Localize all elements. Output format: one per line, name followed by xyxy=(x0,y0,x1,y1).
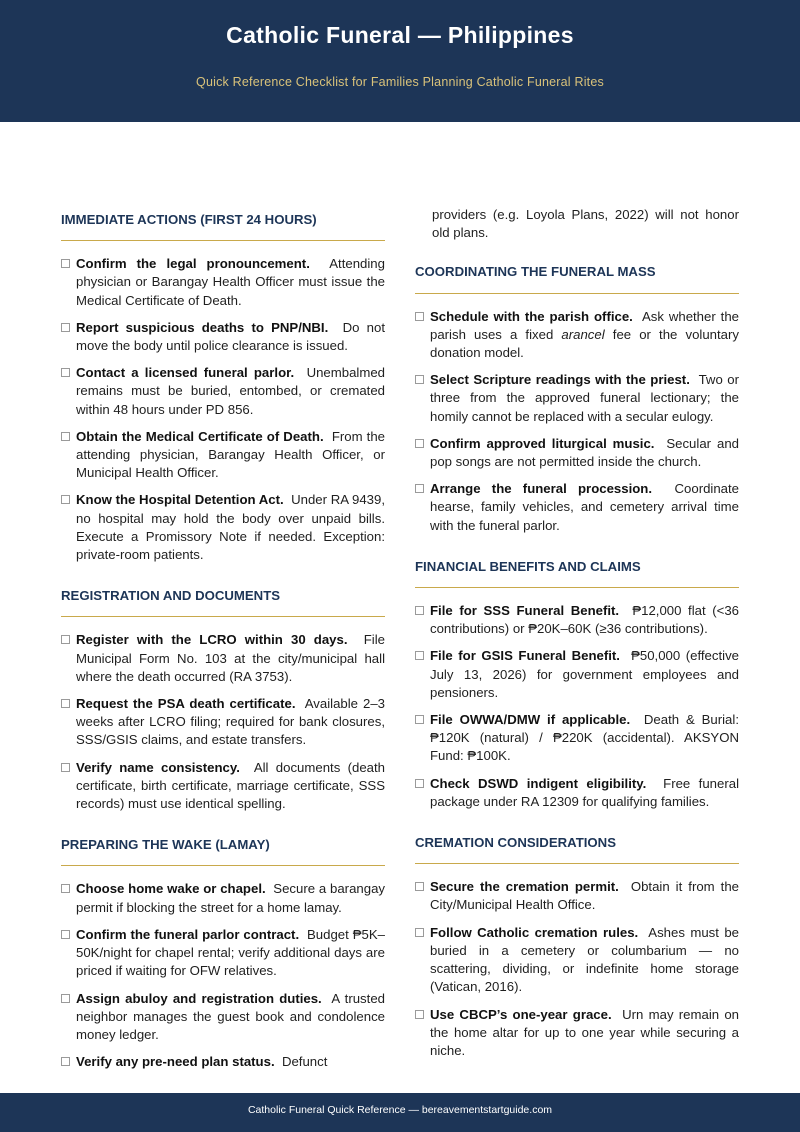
item-title: Report suspicious deaths to PNP/NBI. xyxy=(76,319,329,335)
left-column xyxy=(61,206,385,1089)
checkbox[interactable] xyxy=(415,312,424,321)
item-text xyxy=(76,319,385,355)
checkbox[interactable] xyxy=(61,930,70,939)
item-desc: Available 2–3 weeks after LCRO filing; required for bank closures, SSS/GSIS claims, and estate transfers. xyxy=(76,696,385,748)
item-text xyxy=(430,711,739,766)
page-footer xyxy=(0,1093,800,1132)
item-desc: From the attending physician, Barangay Health Officer, or Municipal Health Officer. xyxy=(76,428,386,481)
item-text xyxy=(430,775,739,811)
checkbox[interactable] xyxy=(61,635,70,644)
section-title: COORDINATING THE FUNERAL MASS xyxy=(415,258,739,293)
checklist-item xyxy=(61,255,385,310)
item-text xyxy=(76,428,385,483)
item-text xyxy=(430,435,739,471)
right-column xyxy=(415,206,739,1078)
item-desc: Unembalmed remains must be buried, entombed, or cremated within 48 hours under PD 856. xyxy=(76,365,385,417)
checkbox[interactable] xyxy=(61,1057,70,1066)
checkbox[interactable] xyxy=(61,994,70,1003)
checkbox[interactable] xyxy=(61,884,70,893)
checkbox[interactable] xyxy=(61,699,70,708)
checklist-item xyxy=(61,364,385,419)
item-desc: Secure a barangay permit if blocking the street for a home lamay. xyxy=(76,881,386,915)
item-title: Select Scripture readings with the priest. xyxy=(430,372,690,388)
item-title: Secure the cremation permit. xyxy=(430,879,619,895)
item-title: Assign abuloy and registration duties. xyxy=(76,990,322,1006)
checkbox[interactable] xyxy=(415,779,424,788)
item-desc: Two or three from the approved funeral lectionary; the homily cannot be replaced with a secular eulogy. xyxy=(430,372,740,424)
item-title: Obtain the Medical Certificate of Death. xyxy=(76,428,324,444)
page-title: Catholic Funeral — Philippines xyxy=(226,22,574,48)
section-title: PREPARING THE WAKE (LAMAY) xyxy=(61,831,385,866)
item-title: Request the PSA death certificate. xyxy=(76,696,296,712)
item-text xyxy=(430,647,739,702)
checkbox[interactable] xyxy=(415,375,424,384)
checklist-section xyxy=(415,258,739,534)
checklist-section xyxy=(61,582,385,813)
checklist-item xyxy=(415,878,739,914)
item-desc: Do not move the body until police clearance is issued. xyxy=(76,319,385,354)
item-title: File for GSIS Funeral Benefit. xyxy=(430,648,620,664)
item-text xyxy=(430,1006,739,1061)
item-title: Arrange the funeral procession. xyxy=(430,481,653,497)
checkbox[interactable] xyxy=(61,259,70,268)
item-text xyxy=(76,1053,385,1071)
item-title: Confirm the legal pronouncement. xyxy=(76,256,310,272)
item-title: Confirm approved liturgical music. xyxy=(430,435,655,451)
item-text xyxy=(76,926,385,981)
checklist-item xyxy=(415,647,739,702)
checklist-item xyxy=(61,428,385,483)
checklist-item xyxy=(61,1053,385,1071)
item-desc: File Municipal Form No. 103 at the city/municipal hall where the death occurred (RA 3753). xyxy=(76,632,385,684)
item-title: Check DSWD indigent eligibility. xyxy=(430,775,647,791)
checklist-item xyxy=(61,759,385,814)
checkbox[interactable] xyxy=(415,439,424,448)
item-text xyxy=(430,480,739,535)
checklist-item xyxy=(415,371,739,426)
footer-text: Catholic Funeral Quick Reference — bereavementstartguide.com xyxy=(247,1104,553,1116)
checklist-item xyxy=(415,1006,739,1061)
checkbox[interactable] xyxy=(61,432,70,441)
item-text xyxy=(76,255,385,310)
checklist-item xyxy=(415,924,739,997)
item-title: File for SSS Funeral Benefit. xyxy=(430,603,620,619)
checklist-item xyxy=(61,491,385,564)
checklist-section xyxy=(61,831,385,1071)
checklist-item xyxy=(415,775,739,811)
item-desc: ₱50,000 (effective July 13, 2026) for government employees and pensioners. xyxy=(430,648,739,700)
item-text xyxy=(430,878,739,914)
item-desc: Death & Burial: ₱120K (natural) / ₱220K (accidental). AKSYON Fund: ₱100K. xyxy=(430,712,739,764)
item-desc: Coordinate hearse, family vehicles, and cemetery arrival time with the funeral parlor. xyxy=(430,481,740,533)
item-title: Contact a licensed funeral parlor. xyxy=(76,365,295,381)
checklist-item xyxy=(61,631,385,686)
checklist-item xyxy=(415,602,739,638)
section-title: FINANCIAL BENEFITS AND CLAIMS xyxy=(415,553,739,588)
section-title: IMMEDIATE ACTIONS (FIRST 24 HOURS) xyxy=(61,206,385,241)
checkbox[interactable] xyxy=(415,715,424,724)
item-title: Schedule with the parish office. xyxy=(430,308,633,324)
page-subtitle: Quick Reference Checklist for Families Planning Catholic Funeral Rites xyxy=(196,75,604,89)
item-text xyxy=(76,364,385,419)
item-title: Know the Hospital Detention Act. xyxy=(76,492,284,508)
item-desc: Obtain it from the City/Municipal Health Office. xyxy=(430,879,739,913)
checklist-item xyxy=(61,990,385,1045)
checkbox[interactable] xyxy=(415,651,424,660)
item-text xyxy=(76,759,385,814)
item-text xyxy=(76,695,385,750)
item-desc: Budget ₱5K–50K/night for chapel rental; verify additional days are priced if waiting for OFW relatives. xyxy=(76,926,385,979)
checklist-item xyxy=(415,308,739,363)
section-title: CREMATION CONSIDERATIONS xyxy=(415,829,739,864)
item-desc: Free funeral package under RA 12309 for qualifying families. xyxy=(430,775,740,809)
checklist-item xyxy=(61,880,385,916)
checklist-section xyxy=(415,829,739,1060)
item-desc: All documents (death certificate, birth certificate, marriage certificate, SSS records) must use identical spelling. xyxy=(76,759,385,812)
item-desc: Urn may remain on the home altar for up to one year while securing a niche. xyxy=(430,1006,739,1058)
item-desc: Ashes must be buried in a cemetery or columbarium — no scattering, dividing, or indefinite home storage (Vatican, 2016). xyxy=(430,924,739,995)
item-text xyxy=(430,924,739,997)
item-title: Register with the LCRO within 30 days. xyxy=(76,632,348,648)
checkbox[interactable] xyxy=(415,882,424,891)
checklist-section xyxy=(415,553,739,811)
item-text xyxy=(430,308,739,363)
checklist-item xyxy=(415,711,739,766)
item-text xyxy=(430,602,739,638)
item-text xyxy=(430,371,739,426)
item-desc-emphasis: arancel xyxy=(561,326,605,342)
item-desc: Defunct xyxy=(281,1054,328,1070)
item-text xyxy=(76,491,385,564)
item-desc: Secular and pop songs are not permitted inside the church. xyxy=(430,435,739,470)
item-title: Verify any pre-need plan status. xyxy=(76,1054,275,1070)
checkbox[interactable] xyxy=(61,495,70,504)
section-title: REGISTRATION AND DOCUMENTS xyxy=(61,582,385,617)
checklist-item xyxy=(61,695,385,750)
checkbox[interactable] xyxy=(415,1010,424,1019)
item-title: Verify name consistency. xyxy=(76,759,240,775)
checkbox[interactable] xyxy=(415,928,424,937)
checklist-item xyxy=(61,926,385,981)
checklist-item xyxy=(415,435,739,471)
checkbox[interactable] xyxy=(61,763,70,772)
checklist-item xyxy=(61,319,385,355)
item-desc: Attending physician or Barangay Health Officer must issue the Medical Certificate of Death. xyxy=(76,256,385,308)
page-header xyxy=(0,0,800,122)
item-title: Follow Catholic cremation rules. xyxy=(430,924,639,940)
checkbox[interactable] xyxy=(61,368,70,377)
checkbox[interactable] xyxy=(61,323,70,332)
item-desc: ₱12,000 flat (<36 contributions) or ₱20K–60K (≥36 contributions). xyxy=(430,603,740,637)
item-text xyxy=(76,990,385,1045)
item-desc: fee or the voluntary donation model. xyxy=(430,326,740,361)
item-desc: A trusted neighbor manages the guest book and condolence money ledger. xyxy=(76,990,385,1042)
item-desc: Under RA 9439, no hospital may hold the body over unpaid bills. Execute a Promissory Note if needed. Exception: private-room patients. xyxy=(76,492,385,563)
item-title: File OWWA/DMW if applicable. xyxy=(430,712,631,728)
item-title: Use CBCP’s one-year grace. xyxy=(430,1006,612,1022)
item-title: Choose home wake or chapel. xyxy=(76,881,266,897)
checkbox[interactable] xyxy=(415,484,424,493)
continued-item-text: providers (e.g. Loyola Plans, 2022) will not honor old plans. xyxy=(432,207,739,241)
checklist-section xyxy=(61,206,385,564)
item-text xyxy=(76,880,385,916)
item-text xyxy=(76,631,385,686)
item-title: Confirm the funeral parlor contract. xyxy=(76,926,300,942)
checkbox[interactable] xyxy=(415,606,424,615)
checklist-item xyxy=(415,480,739,535)
item-desc: Ask whether the parish uses a fixed xyxy=(430,308,739,342)
